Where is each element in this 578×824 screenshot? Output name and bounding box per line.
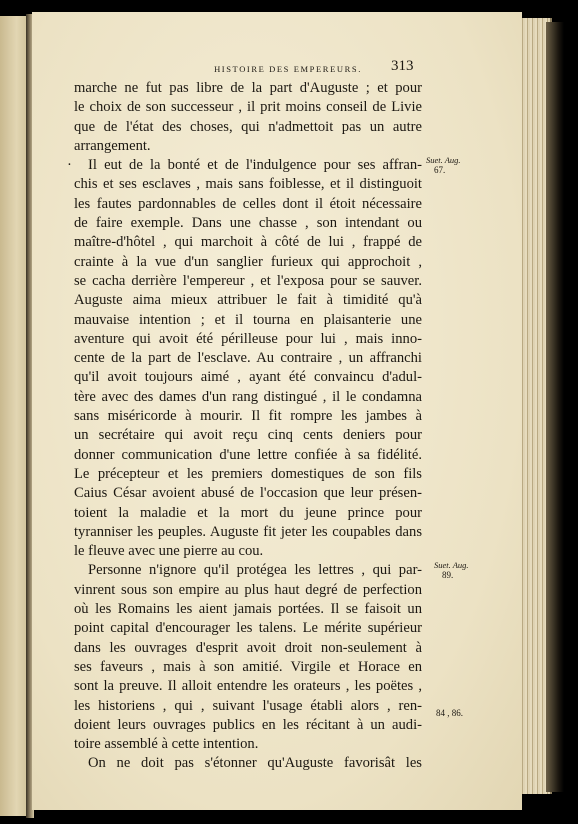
text-line: les fautes pardonnables de celles dont il étoit nécessaire [74, 195, 422, 212]
text-line: vinrent sous son empire au plus haut degré de perfection [74, 581, 422, 598]
text-line: le choix de son successeur , il prit moins conseil de Livie [74, 99, 422, 116]
text-line: maître-d'hôtel , qui marchoit à côté de lui , frappé de [74, 234, 422, 251]
text-line: se cacha derrière l'empereur , et l'exposa pour se sauver. [74, 272, 422, 289]
text-line: cente de la part de l'esclave. Au contraire , un affranchi [74, 350, 422, 367]
text-line: Personne n'ignore qu'il protégea les lettres , qui par- [88, 562, 422, 579]
text-line: Auguste aima mieux attribuer le fait à timidité qu'à [74, 292, 422, 309]
edge-shadow [546, 22, 564, 792]
text-line: tère avec des dames d'un rang distingué , il le condamna [74, 388, 422, 405]
text-line: doient leurs ouvrages publics en les récitant à un audi- [74, 716, 422, 733]
text-line: qu'il avoit toujours aimé , ayant été convaincu d'adul- [74, 369, 422, 386]
text-line: mauvaise intention ; et il tourna en plaisanterie une [74, 311, 422, 328]
text-line: sans miséricorde à mourir. Il fit rompre les jambes à [74, 408, 422, 425]
text-line: où les Romains les aient jamais portées. Il se faisoit un [74, 601, 422, 618]
text-line: toire assemblé à cette intention. [74, 736, 259, 753]
margin-note: 84 , 86. [436, 708, 463, 718]
text-line: · Il eut de la bonté et de l'indulgence pour ses affran- [74, 156, 422, 175]
body-text [67, 79, 422, 774]
text-line: un secrétaire qui avoit reçu cinq cents deniers pour [74, 427, 422, 444]
page-number: 313 [391, 58, 414, 74]
paragraph-marker: · [67, 157, 72, 174]
text-line: de faire exemple. Dans une chasse , son intendant ou [74, 215, 422, 232]
text-line: dans les ouvrages d'esprit avoit droit non-seulement à [74, 639, 422, 656]
text-line: donner communication d'une lettre confiée à sa fidélité. [74, 446, 422, 463]
text-line: sont la preuve. Il alloit entendre les orateurs , les poëtes , [74, 678, 422, 695]
text-line: marche ne fut pas libre de la part d'Auguste ; et pour [74, 80, 422, 96]
text-line: tyranniser les peuples. Auguste fit jeter les coupables dans [74, 523, 422, 540]
book-page [32, 12, 522, 810]
text-line: On ne doit pas s'étonner qu'Auguste favorisât les [88, 755, 422, 772]
text-line: aventure qui avoit été périlleuse pour lui , mais inno- [74, 330, 422, 347]
text-line: crainte à la vue d'un sanglier furieux qui approchoit , [74, 253, 422, 270]
text-line: toient la maladie et la mort du jeune prince pour [74, 504, 422, 521]
text-line: Caius César avoient abusé de l'occasion que leur présen- [74, 485, 422, 502]
running-title: HISTOIRE DES EMPEREURS. [214, 64, 362, 74]
margin-note: Suet. Aug. 67. [426, 155, 461, 175]
text-line: arrangement. [74, 137, 151, 154]
text-line: Le précepteur et les premiers domestiques de son fils [74, 465, 422, 482]
text-line: les historiens , qui , suivant l'usage établi alors , ren- [74, 697, 422, 714]
text-line: chis et ses esclaves , mais sans foiblesse, et il distinguoit [74, 176, 422, 193]
text-line: ses faveurs , mais à son amitié. Virgile et Horace en [74, 658, 422, 675]
text-line: le fleuve avec une pierre au cou. [74, 543, 264, 560]
text-line: point capital d'encourager les talens. Le mérite supérieur [74, 620, 422, 637]
text-line: que de l'état des choses, qui n'admettoit pas un autre [74, 118, 422, 135]
margin-note: Suet. Aug. 89. [434, 560, 469, 580]
